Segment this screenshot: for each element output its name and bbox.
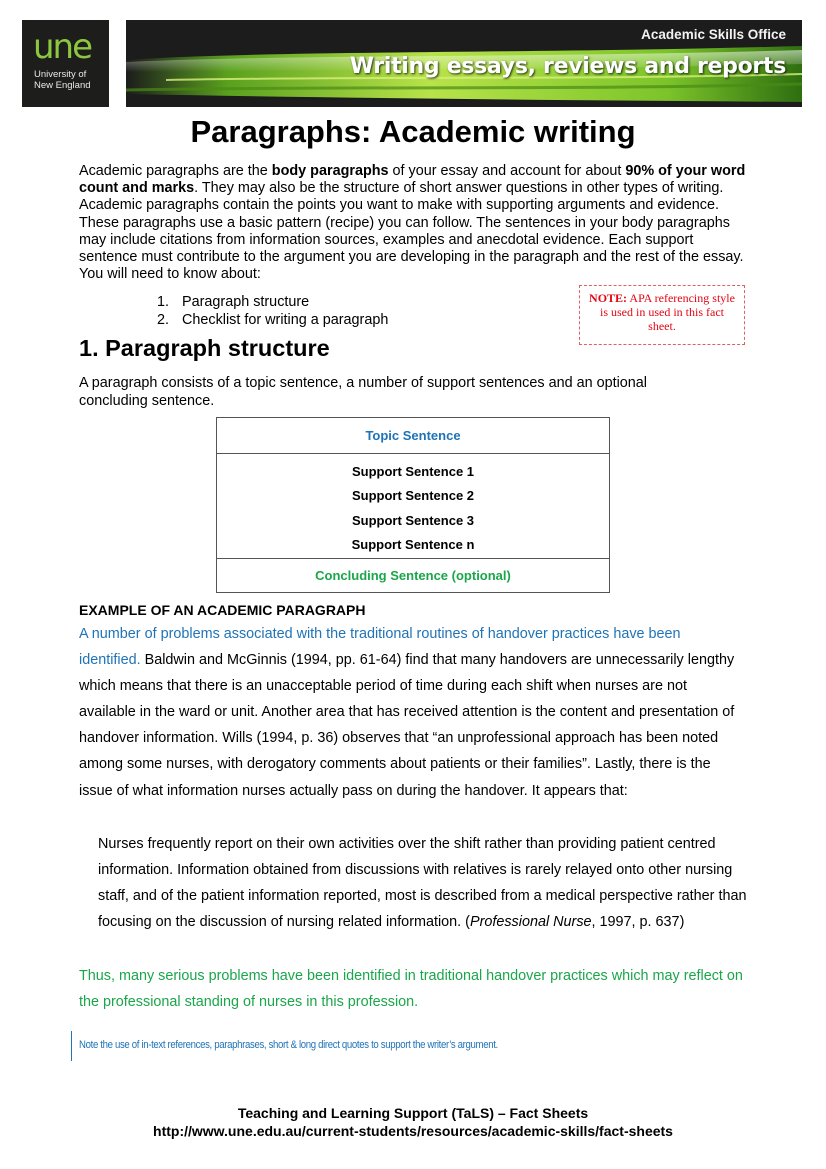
list-item bbox=[157, 293, 388, 311]
quote-citation: , 1997, p. 637) bbox=[591, 914, 685, 931]
banner-office-name: Academic Skills Office bbox=[641, 27, 786, 42]
apa-note-box bbox=[579, 285, 745, 345]
list-item-label: Paragraph structure bbox=[182, 294, 310, 310]
section-description: A paragraph consists of a topic sentence, a number of support sentences and an optional concluding sentence. bbox=[79, 375, 648, 409]
list-item bbox=[157, 311, 388, 329]
support-sentence: Support Sentence 3 bbox=[351, 512, 475, 528]
list-item-label: Checklist for writing a paragraph bbox=[182, 312, 389, 328]
side-note-rule bbox=[71, 1031, 72, 1061]
intro-text-2: of your essay and account for about bbox=[388, 163, 626, 179]
logo-subtitle: University of New England bbox=[34, 69, 91, 91]
paragraph-structure-diagram bbox=[216, 417, 610, 593]
banner-series-title: Writing essays, reviews and reports bbox=[349, 54, 786, 79]
footer-title: Teaching and Learning Support (TaLS) – Fact Sheets bbox=[237, 1105, 589, 1121]
header-banner bbox=[126, 20, 802, 107]
example-concluding-sentence: Thus, many serious problems have been identified in traditional handover practices which may reflect on the professional standing of nurses in this profession. bbox=[79, 968, 743, 1011]
intro-text-3: . They may also be the structure of short answer questions in other types of writing. Academic paragraphs contain the points you want to make with supporting arguments and evidence. These paragraphs use a basic pattern (recipe) you can follow. The sentences in your body paragraphs may include citations from information sources, examples and anecdotal evidence. Each support sentence must contribute to the argument you are developing in the paragraph and the rest of the essay. You will need to know about: bbox=[79, 180, 744, 283]
une-logo bbox=[22, 20, 109, 107]
page-title: Paragraphs: Academic writing bbox=[190, 114, 636, 149]
section-heading: 1. Paragraph structure bbox=[79, 335, 330, 361]
example-heading: EXAMPLE OF AN ACADEMIC PARAGRAPH bbox=[79, 602, 366, 618]
page-footer bbox=[0, 1104, 826, 1140]
footer-link[interactable]: http://www.une.edu.au/current-students/resources/academic-skills/fact-sheets bbox=[153, 1123, 673, 1139]
support-sentences-box bbox=[217, 454, 609, 559]
support-sentence: Support Sentence n bbox=[351, 536, 475, 552]
support-sentence: Support Sentence 2 bbox=[351, 488, 475, 504]
example-paragraph bbox=[79, 621, 744, 804]
logo-mark: une bbox=[33, 27, 92, 67]
intro-bold-1: body paragraphs bbox=[271, 163, 389, 179]
note-text: APA referencing style is used in used in this fact sheet. bbox=[600, 291, 735, 333]
note-label: NOTE: bbox=[589, 291, 628, 305]
side-note: Note the use of in-text references, paraphrases, short & long direct quotes to support the writer’s argument. bbox=[79, 1039, 498, 1051]
topic-sentence-box: Topic Sentence bbox=[217, 418, 609, 454]
list-item-number: 1. bbox=[157, 294, 170, 310]
quote-text: Nurses frequently report on their own activities over the shift rather than providing patient centred information. Information obtained from discussions with relatives is rarely relayed onto other nursing staff, and of the patient information reported, most is described from a medical perspective rather than focusing on the discussion of nursing related information. ( bbox=[98, 836, 747, 931]
block-quote bbox=[98, 831, 748, 935]
topics-list bbox=[157, 293, 388, 329]
example-topic-sentence: A number of problems associated with the traditional routines of handover practices have been identified. bbox=[79, 626, 681, 669]
list-item-number: 2. bbox=[157, 312, 170, 328]
intro-paragraph bbox=[79, 163, 754, 283]
example-body: Baldwin and McGinnis (1994, pp. 61-64) find that many handovers are unnecessarily lengthy which means that there is an unacceptable period of time during each shift when nurses are not available in the ward or unit. Another area that has received attention is the content and presentation of handover information. Wills (1994, p. 36) observes that “an unprofessional approach has been noted among some nurses, with derogatory comments about patients or their families”. Lastly, there is the issue of what information nurses actually pass on during the handover. It appears that: bbox=[79, 652, 735, 799]
quote-source: Professional Nurse bbox=[469, 914, 592, 931]
concluding-sentence-box: Concluding Sentence (optional) bbox=[315, 568, 511, 583]
intro-bold-2: 90% of your word count and marks bbox=[79, 163, 746, 197]
intro-text-1: Academic paragraphs are the bbox=[79, 163, 272, 179]
support-sentence: Support Sentence 1 bbox=[351, 464, 475, 479]
